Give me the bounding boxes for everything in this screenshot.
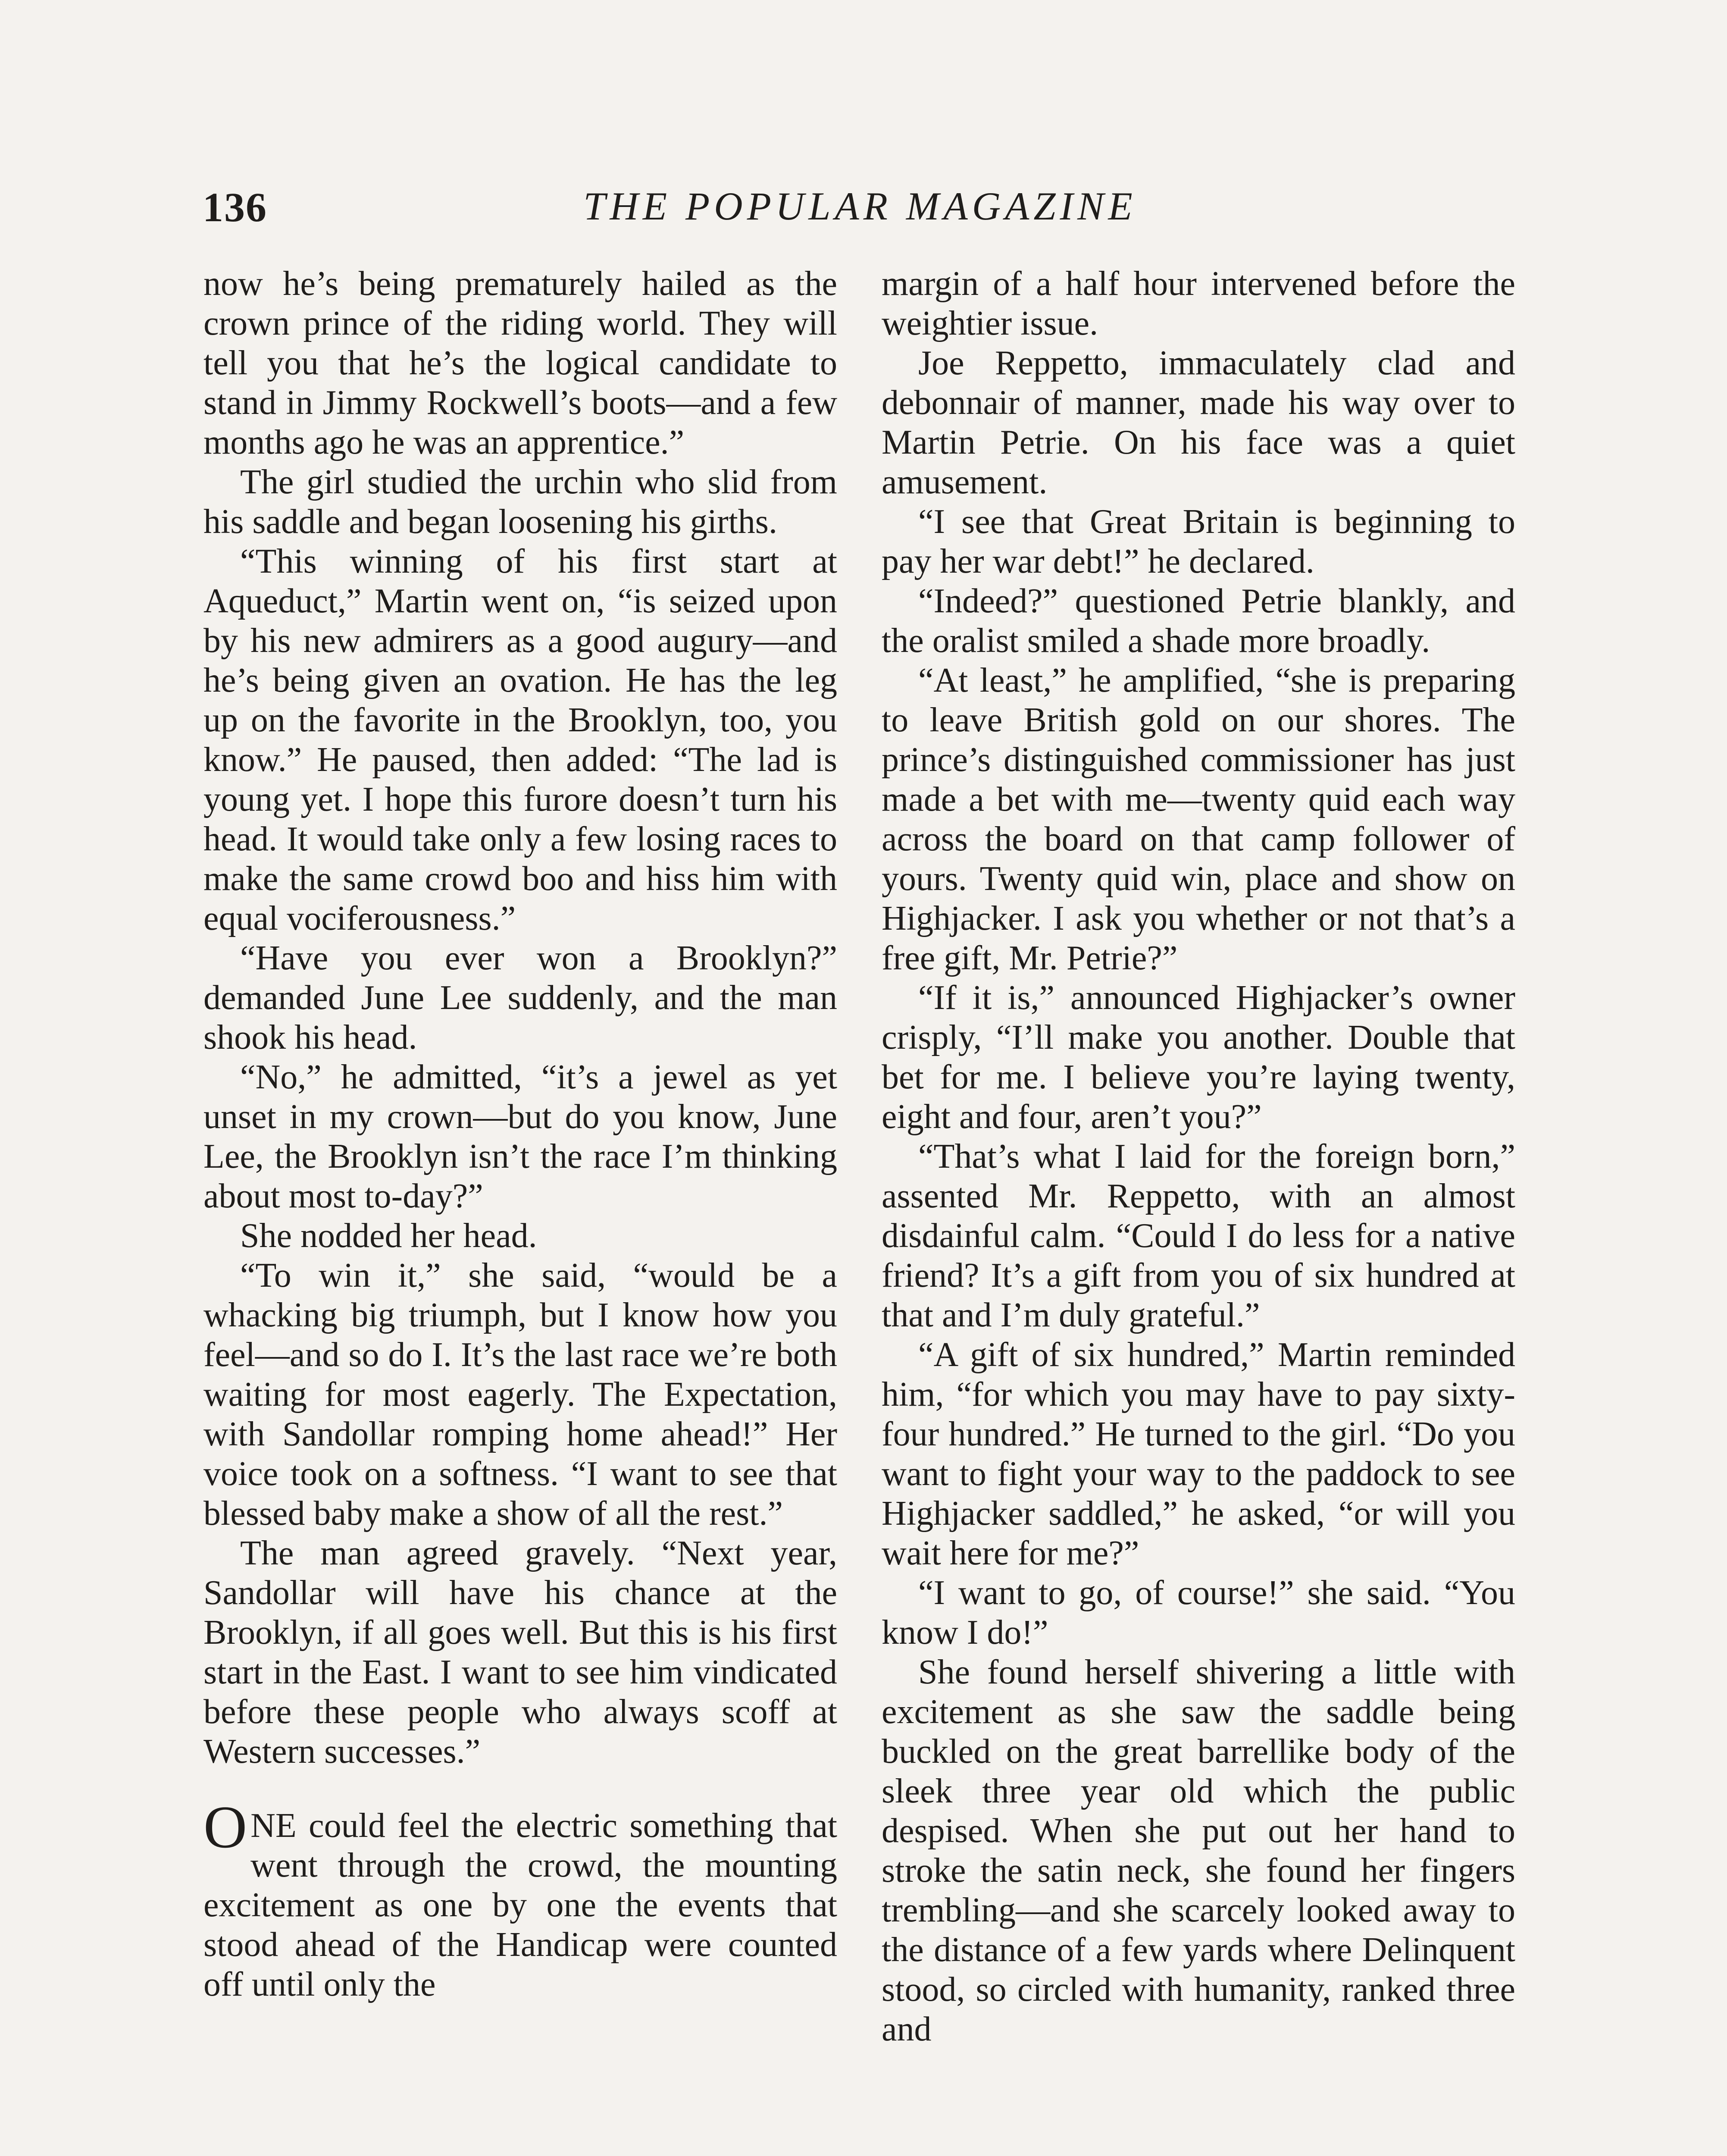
paragraph: “I want to go, of course!” she said. “You know I do!”	[882, 1574, 1515, 1651]
page-header	[203, 179, 1517, 244]
paragraph: “If it is,” announced Highjacker’s owner crisply, “I’ll make you another. Double that bet for me. I believe you’re laying twenty, eight and four, aren’t you?”	[882, 979, 1515, 1136]
right-column	[882, 264, 1515, 2049]
page-number: 136	[203, 184, 267, 230]
paragraph: She found herself shivering a little with excitement as she saw the saddle being buckled on the great barrellike body of the sleek three year old which the public despised. When she put out her hand to stroke the satin neck, she found her fingers trembling—and she scarcely looked away to the distance of a few yards where Delinquent stood, so circled with humanity, ranked three and	[882, 1653, 1515, 2048]
paragraph: The man agreed gravely. “Next year, Sandollar will have his chance at the Brooklyn, if all goes well. But this is his first start in the East. I want to see him vindicated before these people who always scoff at Western successes.”	[203, 1534, 837, 1771]
drop-cap: O	[203, 1794, 247, 1861]
paragraph: The girl studied the urchin who slid from his saddle and began loosening his girths.	[203, 463, 837, 541]
paragraph: “I see that Great Britain is beginning to pay her war debt!” he declared.	[882, 503, 1515, 580]
paragraph: margin of a half hour intervened before the weightier issue.	[882, 265, 1515, 342]
running-head: THE POPULAR MAGAZINE	[583, 184, 1137, 228]
paragraph: now he’s being prematurely hailed as the crown prince of the riding world. They will tell you that he’s the logical candidate to stand in Jimmy Rockwell’s boots—and a few months ago he was an apprentice.”	[203, 265, 837, 461]
paragraph: “That’s what I laid for the foreign born,” assented Mr. Reppetto, with an almost disdainful calm. “Could I do less for a native friend? It’s a gift from you of six hundred at that and I’m duly grateful.”	[882, 1138, 1515, 1334]
paragraph: “To win it,” she said, “would be a whacking big triumph, but I know how you feel—and so do I. It’s the last race we’re both waiting for most eagerly. The Expectation, with Sandollar romping home ahead!” Her voice took on a softness. “I want to see that blessed baby make a show of all the rest.”	[203, 1257, 837, 1532]
left-column	[203, 264, 837, 2004]
section-text: NE could feel the electric something that went through the crowd, the mounting excitement as one by one the events that stood ahead of the Handicap were counted off until only the	[203, 1807, 837, 2003]
section-start-paragraph	[203, 1794, 837, 2004]
paragraph: “Have you ever won a Brooklyn?” demanded June Lee suddenly, and the man shook his head.	[203, 939, 837, 1056]
paragraph: “This winning of his first start at Aqueduct,” Martin went on, “is seized upon by his new admirers as a good augury—and he’s being given an ovation. He has the leg up on the favorite in the Brooklyn, too, you know.” He paused, then added: “The lad is young yet. I hope this furore doesn’t turn his head. It would take only a few losing races to make the same crowd boo and hiss him with equal vociferousness.”	[203, 542, 837, 937]
paragraph: Joe Reppetto, immaculately clad and debonnair of manner, made his way over to Martin Petrie. On his face was a quiet amusement.	[882, 344, 1515, 501]
paragraph: “At least,” he amplified, “she is preparing to leave British gold on our shores. The prince’s distinguished commissioner has just made a bet with me—twenty quid each way across the board on that camp follower of yours. Twenty quid win, place and show on Highjacker. I ask you whether or not that’s a free gift, Mr. Petrie?”	[882, 661, 1515, 977]
paragraph: She nodded her head.	[240, 1217, 537, 1255]
paragraph: “Indeed?” questioned Petrie blankly, and the oralist smiled a shade more broadly.	[882, 582, 1515, 660]
paragraph: “A gift of six hundred,” Martin reminded him, “for which you may have to pay sixty-four hundred.” He turned to the girl. “Do you want to fight your way to the paddock to see Highjacker saddled,” he asked, “or will you wait here for me?”	[882, 1336, 1515, 1572]
paragraph: “No,” he admitted, “it’s a jewel as yet unset in my crown—but do you know, June Lee, the Brooklyn isn’t the race I’m thinking about most to-day?”	[203, 1058, 837, 1215]
